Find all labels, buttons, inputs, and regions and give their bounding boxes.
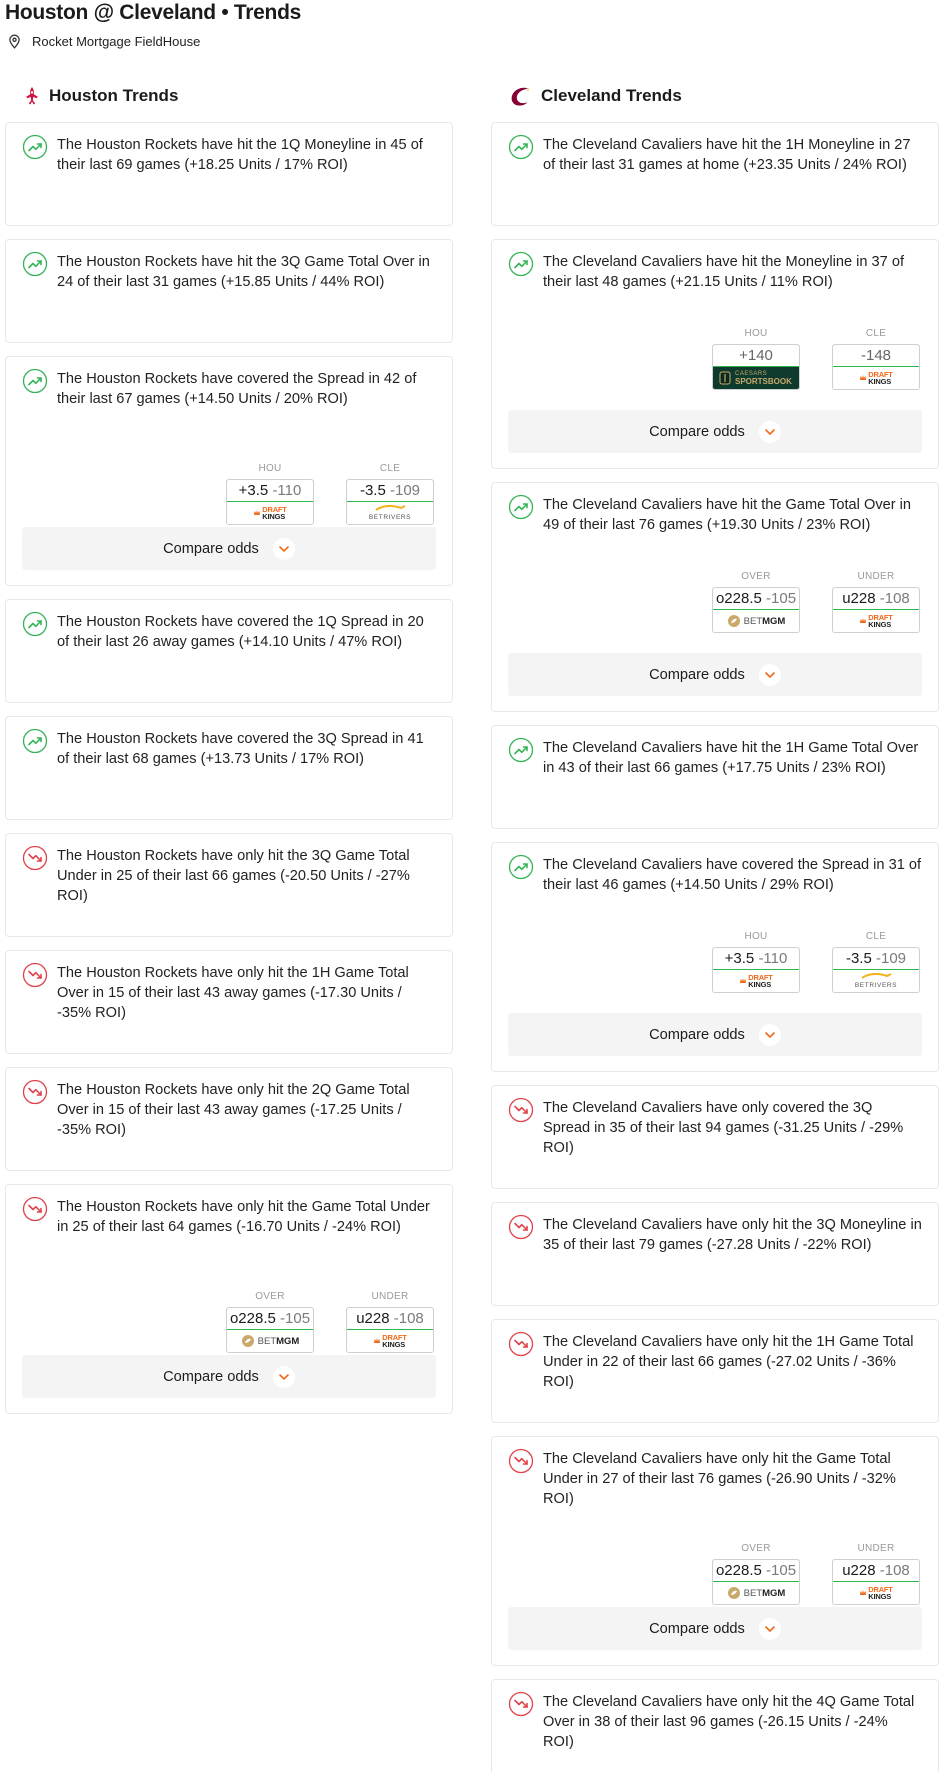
draftkings-crown-icon: [739, 977, 747, 985]
trend-up-icon: [22, 611, 48, 637]
trend-up-icon: [22, 728, 48, 754]
draftkings-logo[interactable]: DRAFT KINGS: [713, 970, 799, 992]
odds-price: -109: [876, 950, 907, 967]
trend-row: [22, 845, 436, 906]
compare-odds-button[interactable]: [508, 1013, 922, 1056]
odds-line: -3.5: [359, 482, 386, 499]
location-pin-icon: [8, 34, 21, 49]
odds-label: UNDER: [857, 571, 895, 582]
draftkings-logo[interactable]: DRAFT KINGS: [833, 1582, 919, 1604]
odds-line: +140: [739, 347, 773, 364]
odds-button[interactable]: [712, 947, 800, 993]
trend-down-icon: [508, 1331, 534, 1357]
trend-text: The Cleveland Cavaliers have hit the 1H Game Total Over in 43 of their last 66 games (+17.75 Units / 23% ROI): [543, 740, 919, 776]
trend-card: [491, 725, 939, 829]
compare-odds-button[interactable]: [508, 653, 922, 696]
trend-row: [508, 854, 922, 895]
odds-price: -108: [879, 1562, 910, 1579]
odds-price: -108: [879, 590, 910, 607]
trend-card: [491, 239, 939, 469]
trend-row: [22, 728, 436, 769]
odds-button[interactable]: [712, 344, 800, 390]
odds-label: CLE: [379, 463, 401, 474]
odds-value[interactable]: [346, 479, 434, 502]
trend-row: [508, 1097, 922, 1158]
trend-up-icon: [508, 251, 534, 277]
betrivers-logo[interactable]: BETRIVERS: [833, 970, 919, 992]
odds-line: u228: [842, 1562, 876, 1579]
odds-label: OVER: [741, 571, 771, 582]
houston-trends-heading: Houston Trends: [23, 84, 178, 108]
trend-down-icon: [22, 845, 48, 871]
compare-odds-label: Compare odds: [649, 423, 745, 440]
odds-cell: [832, 929, 920, 993]
odds-label: UNDER: [857, 1543, 895, 1554]
trend-row: [508, 1331, 922, 1392]
odds-cell: [712, 1541, 800, 1605]
trend-text: The Houston Rockets have only hit the Game Total Under in 25 of their last 64 games (-16.70 Units / -24% ROI): [57, 1199, 430, 1235]
odds-line: o228.5: [715, 590, 762, 607]
venue-name: Rocket Mortgage FieldHouse: [32, 34, 201, 49]
trend-up-icon: [508, 494, 534, 520]
odds-line: u228: [842, 590, 876, 607]
odds-label: CLE: [865, 328, 887, 339]
odds-value[interactable]: [832, 587, 920, 610]
odds-price: -110: [272, 482, 302, 499]
odds-button[interactable]: [226, 479, 314, 525]
odds-cell: [832, 569, 920, 633]
odds-price: -105: [280, 1310, 311, 1327]
odds-price: -105: [766, 590, 797, 607]
trend-row: [508, 494, 922, 535]
trend-text: The Houston Rockets have only hit the 2Q Game Total Over in 15 of their last 43 away games (-17.25 Units / -35% ROI): [57, 1082, 410, 1138]
trend-up-icon: [22, 251, 48, 277]
odds-value[interactable]: [712, 1559, 800, 1582]
betmgm-logo[interactable]: BET MGM: [713, 610, 799, 632]
trend-row: [22, 134, 436, 175]
odds-line: o228.5: [715, 1562, 762, 1579]
betrivers-logo[interactable]: BETRIVERS: [347, 502, 433, 524]
trend-row: [508, 251, 922, 292]
trend-up-icon: [508, 134, 534, 160]
odds-label: OVER: [741, 1543, 771, 1554]
odds-price: -108: [393, 1310, 424, 1327]
odds-cell: [346, 1289, 434, 1353]
trend-up-icon: [22, 368, 48, 394]
odds-line: -3.5: [845, 950, 872, 967]
compare-odds-label: Compare odds: [163, 540, 259, 557]
odds-cell: [712, 326, 800, 390]
odds-label: OVER: [255, 1291, 285, 1302]
trend-down-icon: [508, 1214, 534, 1240]
odds-button[interactable]: [346, 1307, 434, 1353]
betmgm-logo[interactable]: BET MGM: [713, 1582, 799, 1604]
draftkings-logo[interactable]: DRAFT KINGS: [227, 502, 313, 524]
trend-row: [508, 737, 922, 778]
compare-odds-label: Compare odds: [649, 1026, 745, 1043]
odds-button[interactable]: [832, 947, 920, 993]
odds-button[interactable]: [346, 479, 434, 525]
odds-label: HOU: [744, 328, 768, 339]
odds-price: -109: [390, 482, 421, 499]
trend-text: The Houston Rockets have covered the Spread in 42 of their last 67 games (+14.50 Units / 20% ROI): [57, 371, 417, 407]
draftkings-logo[interactable]: DRAFT KINGS: [833, 610, 919, 632]
compare-odds-button[interactable]: [508, 1607, 922, 1650]
page-title: Houston @ Cleveland • Trends: [5, 1, 301, 24]
chevron-down-icon: [759, 664, 781, 686]
chevron-down-icon: [273, 1366, 295, 1388]
odds-line: u228: [356, 1310, 390, 1327]
trend-card: [5, 950, 453, 1054]
caesars-laurel-icon: [719, 371, 731, 385]
odds-cell: [832, 326, 920, 390]
chevron-down-icon: [759, 1024, 781, 1046]
trend-card: [5, 833, 453, 937]
chevron-down-icon: [759, 421, 781, 443]
trend-row: [22, 1196, 436, 1237]
trend-card: [5, 1067, 453, 1171]
odds-line: +3.5: [238, 482, 269, 499]
odds-line: -148: [860, 347, 892, 364]
trend-down-icon: [508, 1448, 534, 1474]
trend-card: [491, 1319, 939, 1423]
chevron-down-icon: [759, 1618, 781, 1640]
betrivers-wave-icon: [859, 972, 893, 980]
odds-value[interactable]: [712, 947, 800, 970]
trend-row: [22, 962, 436, 1023]
trend-row: [508, 1214, 922, 1255]
betmgm-logo[interactable]: BET MGM: [227, 1330, 313, 1352]
compare-odds-button[interactable]: [22, 1355, 436, 1398]
draftkings-logo[interactable]: DRAFT KINGS: [833, 367, 919, 389]
odds-button[interactable]: [832, 344, 920, 390]
odds-label: UNDER: [371, 1291, 409, 1302]
betmgm-lion-icon: [727, 1586, 741, 1600]
trend-row: [508, 134, 922, 175]
odds-button[interactable]: [832, 587, 920, 633]
odds-cell: [226, 1289, 314, 1353]
trend-card: [491, 1085, 939, 1189]
odds-value[interactable]: [226, 479, 314, 502]
trend-card: [5, 716, 453, 820]
draftkings-crown-icon: [859, 1589, 867, 1597]
odds-value[interactable]: [346, 1307, 434, 1330]
trend-text: The Houston Rockets have hit the 1Q Moneyline in 45 of their last 69 games (+18.25 Units / 17% ROI): [57, 137, 423, 173]
betmgm-lion-icon: [727, 614, 741, 628]
odds-cell: [346, 461, 434, 525]
betrivers-wave-icon: [373, 504, 407, 512]
trend-down-icon: [22, 1079, 48, 1105]
trend-text: The Cleveland Cavaliers have hit the Game Total Over in 49 of their last 76 games (+19.30 Units / 23% ROI): [543, 497, 911, 533]
trend-text: The Cleveland Cavaliers have only hit the 4Q Game Total Over in 38 of their last 96 games (-26.15 Units / -24% ROI): [543, 1694, 915, 1750]
trend-card: [491, 842, 939, 1072]
compare-odds-label: Compare odds: [649, 1620, 745, 1637]
trend-text: The Houston Rockets have hit the 3Q Game Total Over in 24 of their last 31 games (+15.85 Units / 44% ROI): [57, 254, 430, 290]
trend-text: The Cleveland Cavaliers have only hit the 1H Game Total Under in 22 of their last 66 games (-27.02 Units / -36% ROI): [543, 1334, 914, 1390]
trend-card: [491, 482, 939, 712]
trend-text: The Cleveland Cavaliers have hit the Moneyline in 37 of their last 48 games (+21.15 Units / 11% ROI): [543, 254, 904, 290]
odds-line: o228.5: [229, 1310, 276, 1327]
trend-up-icon: [22, 134, 48, 160]
odds-label: HOU: [258, 463, 282, 474]
odds-button[interactable]: [712, 587, 800, 633]
compare-odds-button[interactable]: [508, 410, 922, 453]
rockets-logo-icon: [23, 86, 41, 106]
caesars-logo[interactable]: CAESARS SPORTSBOOK: [713, 367, 799, 389]
trend-text: The Cleveland Cavaliers have covered the Spread in 31 of their last 46 games (+14.50 Units / 29% ROI): [543, 857, 922, 893]
trend-card: [5, 599, 453, 703]
trend-text: The Cleveland Cavaliers have only hit the Game Total Under in 27 of their last 76 games (-26.90 Units / -32% ROI): [543, 1451, 896, 1507]
odds-label: HOU: [744, 931, 768, 942]
odds-cell: [712, 569, 800, 633]
trend-row: [22, 1079, 436, 1140]
trend-row: [508, 1448, 922, 1509]
trend-row: [508, 1691, 922, 1752]
odds-price: -110: [758, 950, 788, 967]
draftkings-crown-icon: [373, 1337, 381, 1345]
trend-text: The Houston Rockets have only hit the 1H Game Total Over in 15 of their last 43 away games (-17.30 Units / -35% ROI): [57, 965, 409, 1021]
trend-row: [22, 368, 436, 409]
chevron-down-icon: [273, 538, 295, 560]
trend-text: The Cleveland Cavaliers have hit the 1H Moneyline in 27 of their last 31 games at home (+23.35 Units / 24% ROI): [543, 137, 911, 173]
odds-value[interactable]: [832, 344, 920, 367]
trend-card: [491, 1202, 939, 1306]
odds-price: -105: [766, 1562, 797, 1579]
odds-cell: [226, 461, 314, 525]
trend-card: [491, 1436, 939, 1666]
trend-card: [5, 1184, 453, 1414]
trend-row: [22, 611, 436, 652]
venue: [8, 34, 200, 49]
trend-text: The Cleveland Cavaliers have only hit the 3Q Moneyline in 35 of their last 79 games (-27.28 Units / -22% ROI): [543, 1217, 922, 1253]
compare-odds-label: Compare odds: [163, 1368, 259, 1385]
trend-up-icon: [508, 737, 534, 763]
trend-text: The Houston Rockets have only hit the 3Q Game Total Under in 25 of their last 66 games (-20.50 Units / -27% ROI): [57, 848, 410, 904]
odds-cell: [712, 929, 800, 993]
draftkings-crown-icon: [859, 374, 867, 382]
cleveland-trends-heading: Cleveland Trends: [509, 84, 682, 108]
trend-up-icon: [508, 854, 534, 880]
draftkings-logo[interactable]: DRAFT KINGS: [347, 1330, 433, 1352]
odds-line: +3.5: [724, 950, 755, 967]
trend-row: [22, 251, 436, 292]
trend-down-icon: [508, 1691, 534, 1717]
trend-text: The Cleveland Cavaliers have only covered the 3Q Spread in 35 of their last 94 games (-31.25 Units / -29% ROI): [543, 1100, 904, 1156]
cavaliers-logo-icon: [509, 85, 533, 107]
trend-down-icon: [508, 1097, 534, 1123]
odds-button[interactable]: [226, 1307, 314, 1353]
trend-card: [491, 1679, 939, 1772]
draftkings-crown-icon: [253, 509, 261, 517]
trend-card: [5, 239, 453, 343]
odds-button[interactable]: [832, 1559, 920, 1605]
trend-card: [491, 122, 939, 226]
trend-text: The Houston Rockets have covered the 1Q Spread in 20 of their last 26 away games (+14.10 Units / 47% ROI): [57, 614, 424, 650]
trend-down-icon: [22, 1196, 48, 1222]
odds-value[interactable]: [832, 947, 920, 970]
compare-odds-button[interactable]: [22, 527, 436, 570]
betmgm-lion-icon: [241, 1334, 255, 1348]
trend-card: [5, 356, 453, 586]
odds-value[interactable]: [226, 1307, 314, 1330]
trend-down-icon: [22, 962, 48, 988]
odds-value[interactable]: [832, 1559, 920, 1582]
odds-button[interactable]: [712, 1559, 800, 1605]
trend-text: The Houston Rockets have covered the 3Q Spread in 41 of their last 68 games (+13.73 Units / 17% ROI): [57, 731, 424, 767]
draftkings-crown-icon: [859, 617, 867, 625]
trend-card: [5, 122, 453, 226]
odds-value[interactable]: [712, 344, 800, 367]
odds-label: CLE: [865, 931, 887, 942]
compare-odds-label: Compare odds: [649, 666, 745, 683]
odds-cell: [832, 1541, 920, 1605]
odds-value[interactable]: [712, 587, 800, 610]
